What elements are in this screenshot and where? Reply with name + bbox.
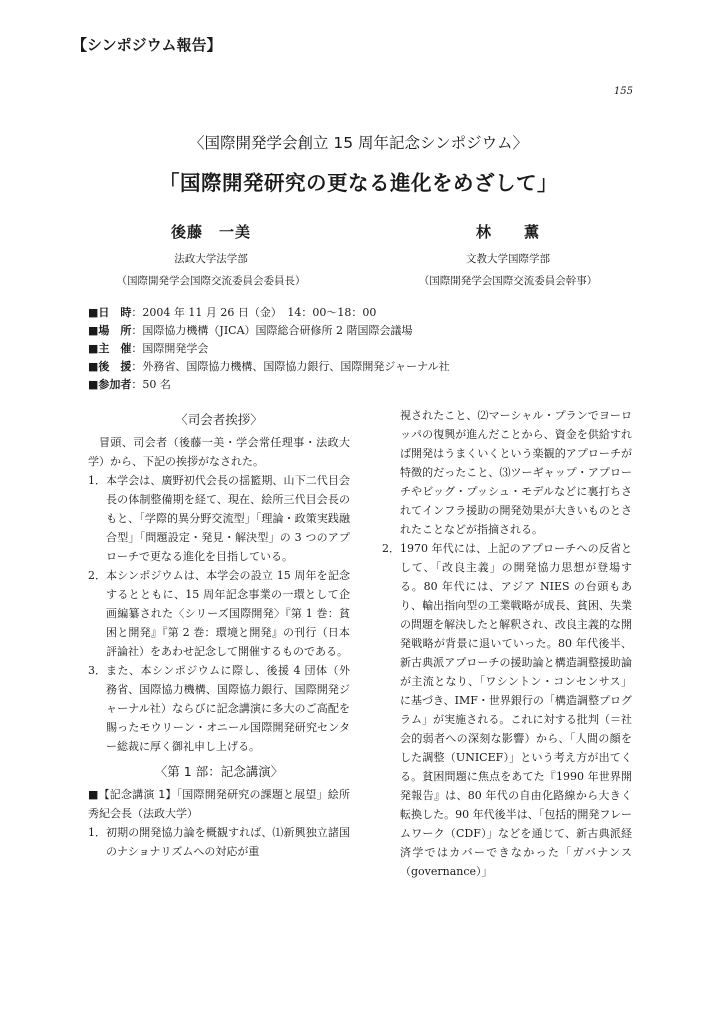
item-text: 本学会は、廣野初代会長の揺籃期、山下二代目会長の体制整備期を経て、現在、絵所三代目会長のもと、「学際的異分野交流型」「理論・政策実践融合型」「問題設定・発見・解決型」の 3 つのアプローチで更なる進化を目指している。 — [106, 474, 350, 563]
info-value: ：2004 年 11 月 26 日（金） 14：00～18：00 — [131, 306, 377, 319]
item-number: 3． — [88, 664, 106, 677]
item-number: 1． — [88, 474, 106, 487]
list-item — [382, 406, 632, 539]
symposium-title: 「国際開発研究の更なる進化をめざして」 — [159, 171, 558, 195]
item-number: 1． — [88, 826, 106, 839]
item-text: 視されたこと、⑵マーシャル・プランでヨーロッパの復興が進んだことから、資金を供給すれば開発はうまくいくという楽観的アプローチが特徴的だったこと、⑶ツーギャップ・アプローチやビッグ・プッシュ・モデルなどに裏打ちされてインフラ援助の開発効果が大きいものとされたことなどが指摘される。 — [400, 409, 632, 536]
event-info-row — [88, 322, 450, 340]
author-block-hayashi — [388, 221, 628, 288]
event-info-row — [88, 340, 450, 358]
list-item — [88, 471, 350, 566]
info-label: ■主 催 — [88, 342, 132, 355]
event-info-row — [88, 376, 450, 394]
author-role: （国際開発学会国際交流委員会委員長） — [116, 275, 306, 287]
item-number: 2． — [88, 569, 106, 582]
info-value: ：外務省、国際協力機構、国際協力銀行、国際開発ジャーナル社 — [131, 360, 450, 373]
info-label: ■後 援 — [88, 360, 132, 373]
symposium-subtitle: 〈国際開発学会創立 15 周年記念シンポジウム〉 — [188, 134, 529, 152]
event-info — [88, 304, 450, 394]
author-role: （国際開発学会国際交流委員会幹事） — [418, 275, 598, 287]
part-heading: 〈第 1 部：記念講演〉 — [154, 764, 284, 779]
page-number: 155 — [613, 86, 633, 97]
author-affiliation: 文教大学国際学部 — [466, 253, 550, 265]
list-item — [88, 661, 350, 756]
info-value: ：国際協力機構（JICA）国際総合研修所 2 階国際会議場 — [131, 324, 413, 337]
author-block-goto — [96, 221, 326, 288]
lecture-heading: ■【記念講演 1】「国際開発研究の課題と展望」絵所秀紀会長（法政大学） — [88, 788, 350, 820]
info-label: ■日 時 — [88, 306, 132, 319]
info-label: ■参加者 — [88, 378, 132, 391]
item-text: 1970 年代には、上記のアプローチへの反省として、「改良主義」の開発協力思想が登場する。80 年代には、アジア NIES の台頭もあり、輸出指向型の工業戦略が成長、貧困、失業の問題を解決したと解釈され、改良主義的な開発戦略が背景に退いていった。80 年代後半、新古典派アプローチの援助論と構造調整援助論が主流となり、「ワシントン・コンセンサス」に基づき、IMF・世界銀行の「構造調整プログラム」が実施される。これに対する批判（＝社会的弱者への深刻な影響）から、「人間の顔をした調整（UNICEF）」という考え方が出てくる。貧困問題に焦点をあてた『1990 年世界開発報告』は、80 年代の自由化路線から大きく転換した。90 年代後半は、「包括的開発フレームワーク（CDF）」などを通じて、新古典派経済学ではカバーできなかった「ガバナンス（governance）」 — [400, 542, 632, 878]
left-column — [88, 406, 350, 861]
list-item — [382, 539, 632, 881]
info-value: ：国際開発学会 — [131, 342, 209, 355]
author-affiliation: 法政大学法学部 — [174, 253, 248, 265]
item-text: また、本シンポジウムに際し、後援 4 団体（外務省、国際協力機構、国際協力銀行、国際開発ジャーナル社）ならびに記念講演に多大のご高配を賜ったモウリーン・オニール国際開発研究センター総裁に厚く御礼申し上げる。 — [106, 664, 350, 753]
item-text: 本シンポジウムは、本学会の設立 15 周年を記念するとともに、15 周年記念事業の一環として企画編纂された〈シリーズ国際開発〉『第 1 巻：貧困と開発』『第 2 巻：環境と開発』の刊行（日本評論社）をあわせ記念して開催するものである。 — [106, 569, 350, 658]
author-name: 林 薫 — [475, 223, 540, 241]
event-info-row — [88, 358, 450, 376]
section-label: 【シンポジウム報告】 — [72, 36, 222, 54]
list-item — [88, 566, 350, 661]
author-name: 後藤 一美 — [170, 223, 251, 241]
item-text: 初期の開発協力論を概観すれば、⑴新興独立諸国のナショナリズムへの対応が重 — [106, 826, 350, 858]
info-value: ：50 名 — [131, 378, 171, 391]
list-item — [88, 823, 350, 861]
right-column — [382, 406, 632, 881]
info-label: ■場 所 — [88, 324, 132, 337]
event-info-row — [88, 304, 450, 322]
item-number: 2． — [382, 542, 400, 555]
host-intro: 冒頭、司会者（後藤一美・学会常任理事・法政大学）から、下記の挨拶がなされた。 — [88, 436, 350, 468]
host-heading: 〈司会者挨拶〉 — [175, 412, 263, 427]
